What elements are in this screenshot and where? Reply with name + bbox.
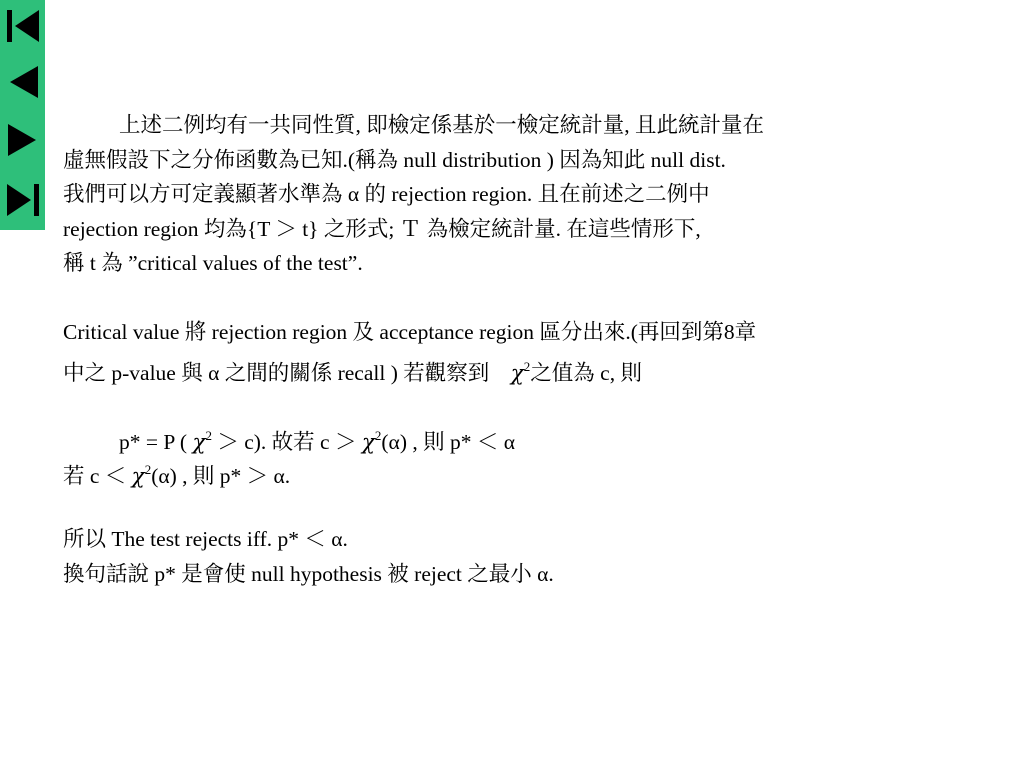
p3-line-2-text-b: (α) , 則 p* ＞ α. — [151, 464, 291, 488]
skip-first-icon[interactable] — [5, 6, 41, 46]
p3-line-1-text-a: p* = P ( — [119, 429, 193, 454]
p2-line-2-text-b: 之值為 c, 則 — [530, 360, 642, 385]
p1-line-5: 稱 t 為 ”critical values of the test”. — [63, 251, 363, 275]
next-icon[interactable] — [5, 120, 41, 160]
chi-superscript: 2 — [523, 358, 531, 374]
p3-line-2-text-a: 若 c ＜ — [63, 464, 132, 488]
p3-line-1 — [63, 419, 1003, 454]
chi-symbol: χ — [361, 429, 375, 455]
chi-symbol: χ — [192, 429, 206, 455]
chi-superscript: 2 — [205, 427, 212, 443]
prev-icon[interactable] — [5, 62, 41, 102]
p3-line-1-text-b: ＞ c). 故若 c ＞ — [211, 429, 362, 454]
p4-line-1: 所以 The test rejects iff. p* ＜ α. — [63, 527, 348, 551]
p2-line-2-text-a: 中之 p-value 與 α 之間的關係 recall ) 若觀察到 — [63, 360, 490, 385]
p1-line-3: 我們可以方可定義顯著水準為 α 的 rejection region. 且在前述之二例中 — [63, 182, 710, 206]
p1-line-4: rejection region 均為{T ＞ t} 之形式; Ｔ 為檢定統計量. 在這些情形下, — [63, 216, 701, 241]
p1-line-2: 虛無假設下之分佈函數為已知.(稱為 null distribution ) 因為知此 null dist. — [63, 147, 726, 172]
p1-line-1: 上述二例均有一共同性質, 即檢定係基於一檢定統計量, 且此統計量在 — [119, 113, 765, 137]
chi-superscript: 2 — [144, 462, 152, 477]
chi-symbol: χ — [510, 360, 524, 386]
p2-line-1: Critical value 將 rejection region 及 acceptance region 區分出來.(再回到第8章 — [63, 320, 757, 344]
chi-symbol: χ — [131, 464, 145, 489]
skip-last-icon[interactable] — [5, 180, 41, 220]
slide-nav-bar — [0, 0, 45, 230]
chi-superscript: 2 — [374, 427, 382, 443]
p4-line-2: 換句話說 p* 是會使 null hypothesis 被 reject 之最小 α. — [63, 561, 554, 586]
p3-line-2 — [63, 453, 1003, 488]
p3-line-1-text-c: (α) , 則 p* ＜ α — [381, 429, 515, 454]
slide-body — [63, 108, 1003, 591]
p2-line-2 — [63, 350, 1003, 385]
